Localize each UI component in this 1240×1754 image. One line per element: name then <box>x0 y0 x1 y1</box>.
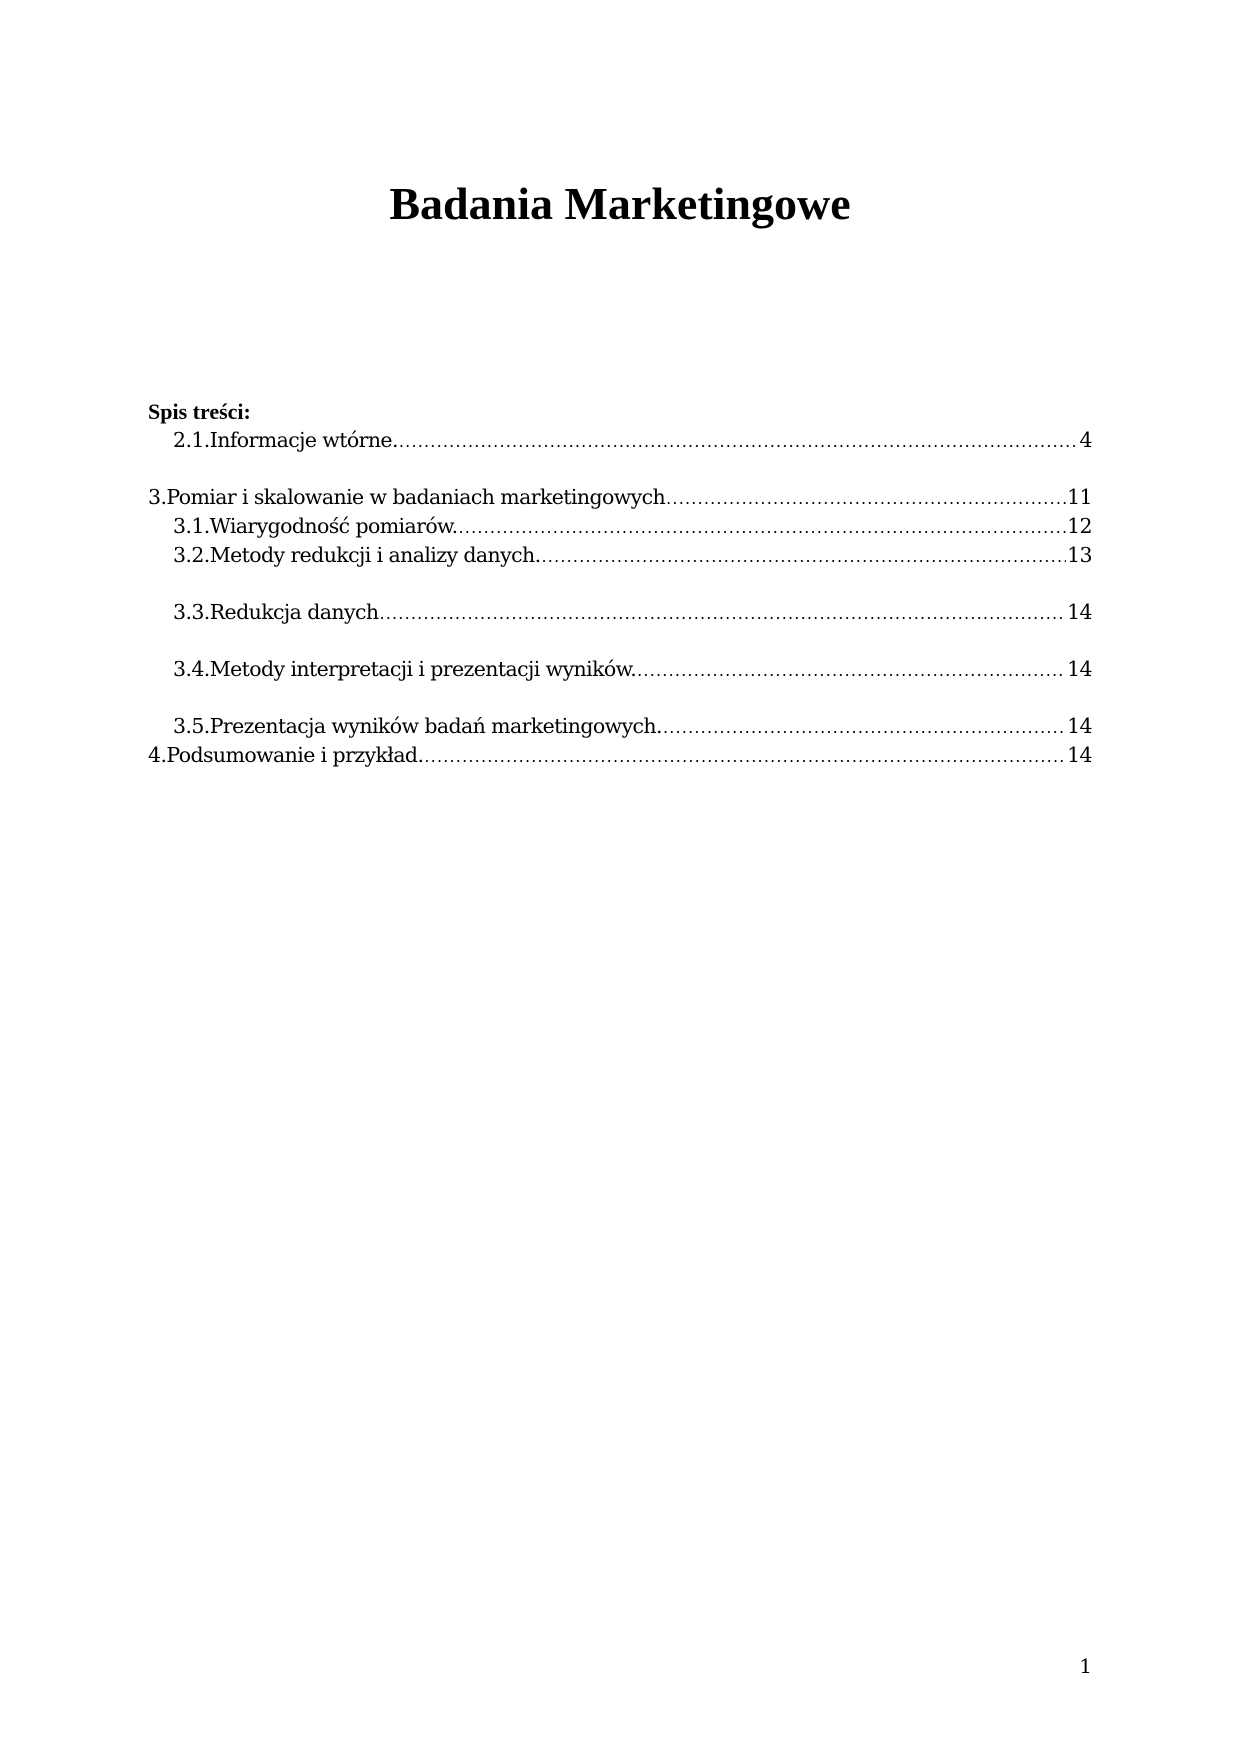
toc-spacer <box>148 455 1092 483</box>
toc-entry-label: Metody redukcji i analizy danych. <box>209 543 541 567</box>
toc-entry-page: 14 <box>1067 743 1092 767</box>
toc-spacer <box>148 570 1092 598</box>
dot-leader <box>424 741 1066 771</box>
toc-entry-4[interactable] <box>148 741 1092 770</box>
toc-entry-number: 3.3. <box>173 600 210 624</box>
dot-leader <box>542 541 1067 571</box>
toc-entry-number: 2.1. <box>173 428 210 452</box>
toc-entry-3-3[interactable] <box>148 598 1092 627</box>
toc-entry-page: 14 <box>1067 600 1092 624</box>
toc-entry-number: 3.2. <box>173 543 210 567</box>
toc-entry-label: Wiarygodność pomiarów. <box>209 514 458 538</box>
dot-leader <box>379 598 1066 628</box>
toc-entry-3-1[interactable] <box>148 512 1092 541</box>
toc-entry-number: 4. <box>148 743 167 767</box>
toc-entry-number: 3. <box>148 485 167 509</box>
toc-entry-page: 14 <box>1067 657 1092 681</box>
toc-entry-number: 3.4. <box>173 657 210 681</box>
toc-heading: Spis treści: <box>148 399 251 424</box>
toc-entry-label: Metody interpretacji i prezentacji wyników. <box>209 657 637 681</box>
toc-entry-3-5[interactable] <box>148 712 1092 741</box>
toc-entry-3-2[interactable] <box>148 541 1092 570</box>
dot-leader <box>637 655 1066 685</box>
toc-entry-label: Prezentacja wyników badań marketingowych. <box>209 714 662 738</box>
toc-spacer <box>148 684 1092 712</box>
dot-leader <box>459 512 1067 542</box>
toc-entry-page: 4 <box>1079 428 1092 452</box>
toc-entry-label: Podsumowanie i przykład. <box>166 743 424 767</box>
toc-entry-number: 3.1. <box>173 514 210 538</box>
toc-entry-label: Redukcja danych <box>209 600 379 624</box>
toc-entry-3-4[interactable] <box>148 655 1092 684</box>
toc-entry-3[interactable] <box>148 483 1092 512</box>
toc-entry-number: 3.5. <box>173 714 210 738</box>
page-number: 1 <box>1079 1654 1092 1678</box>
toc-entry-2-1[interactable] <box>148 426 1092 455</box>
toc-entry-page: 11 <box>1067 485 1092 509</box>
toc-spacer <box>148 627 1092 655</box>
table-of-contents <box>148 397 1092 770</box>
toc-entry-label: Informacje wtórne. <box>209 428 398 452</box>
dot-leader <box>666 483 1066 513</box>
toc-entry-label: Pomiar i skalowanie w badaniach marketingowych <box>166 485 666 509</box>
toc-entry-page: 14 <box>1067 714 1092 738</box>
dot-leader <box>663 712 1066 742</box>
dot-leader <box>399 426 1079 456</box>
document-title: Badania Marketingowe <box>389 178 851 229</box>
toc-entry-page: 12 <box>1067 514 1092 538</box>
toc-entry-page: 13 <box>1067 543 1092 567</box>
